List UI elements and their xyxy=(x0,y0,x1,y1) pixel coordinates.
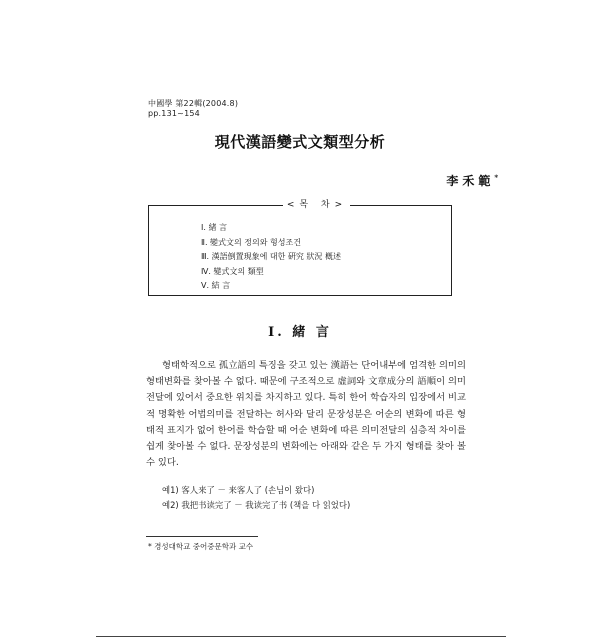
footnote: * 경성대학교 중어중문학과 교수 xyxy=(148,542,254,551)
journal-info: 中國學 第22輯(2004.8) xyxy=(148,99,239,108)
toc-item: Ⅴ. 結 言 xyxy=(201,281,231,290)
section-heading: Ⅰ. 緒 言 xyxy=(268,325,332,340)
paper-title: 現代漢語變式文類型分析 xyxy=(214,133,386,151)
example-list xyxy=(162,483,350,512)
example-item: 예2) 我把书读完了 － 我读完了书 (책을 다 읽었다) xyxy=(162,499,351,510)
author-footnote-mark: * xyxy=(494,173,498,182)
toc-item: Ⅳ. 變式文의 類型 xyxy=(201,266,264,276)
toc-item: Ⅱ. 變式文의 정의와 형성조건 xyxy=(201,237,301,247)
toc-item: Ⅰ. 緒 言 xyxy=(201,223,227,232)
page-range: pp.131~154 xyxy=(148,109,200,118)
toc-item: Ⅲ. 漢語倒置現象에 대한 硏究 狀況 槪述 xyxy=(201,252,341,261)
example-item: 예1) 客人来了 － 来客人了 (손님이 왔다) xyxy=(162,485,315,495)
page-top-edge xyxy=(0,0,600,4)
table-of-contents xyxy=(148,205,452,296)
body-paragraph xyxy=(146,358,466,471)
toc-label: <목 차> xyxy=(286,200,348,210)
footnote-divider xyxy=(146,536,258,537)
paragraph-text: 형태학적으로 孤立語의 특징을 갖고 있는 漢語는 단어내부에 엄격한 의미의 형태변화를 찾아볼 수 없다. 때문에 구조적으로 虛詞와 文章成分의 語順이 의미전달에 있어서 중요한 위치를 차지하고 있다. 특히 한어 학습자의 입장에서 비교적 명확한 어법의미를 전달하는 허사와 달리 문장성분은 어순의 변화에 따른 형태적 표지가 없어 한어를 학습할 때 어순 변화에 따른 의미전달의 심층적 차이를 쉽게 찾아볼 수 없다. 문장성분의 변화에는 아래와 같은 두 가지 형태를 찾아 볼 수 있다. xyxy=(146,360,466,469)
author xyxy=(446,172,498,189)
author-name: 李禾範 xyxy=(446,174,495,188)
page-bottom-edge xyxy=(96,636,506,637)
toc-list xyxy=(201,221,341,294)
